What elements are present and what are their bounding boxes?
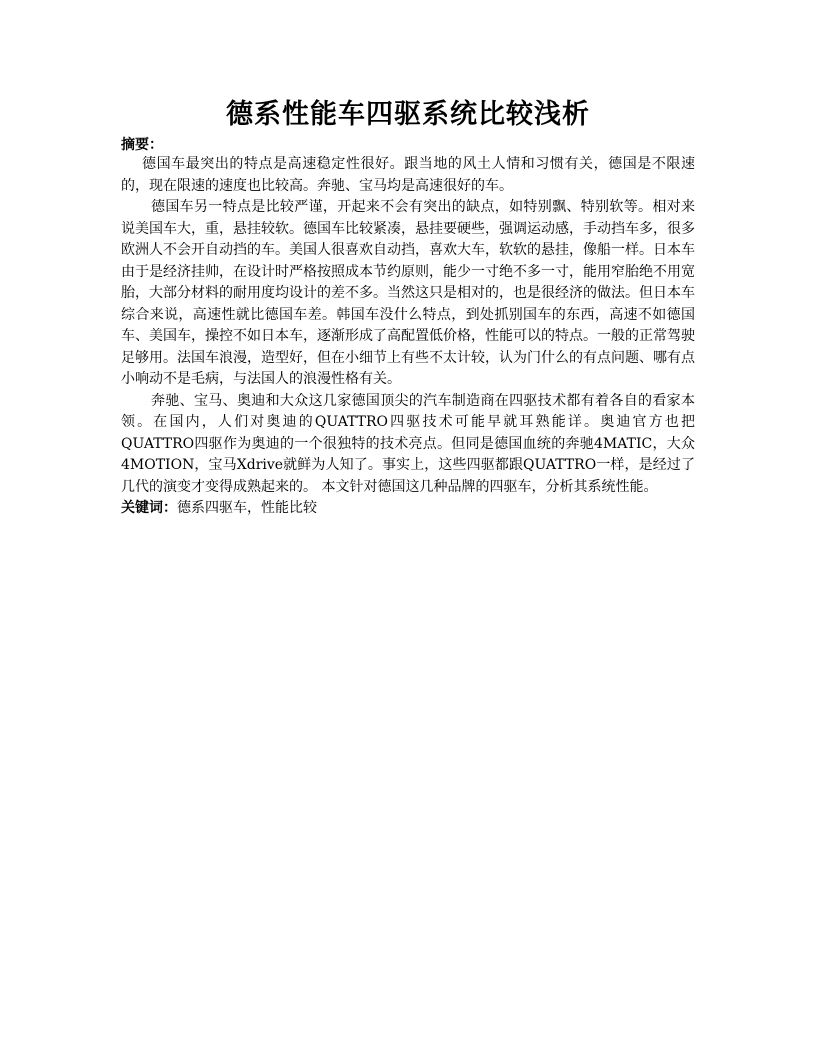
abstract-label: 摘要：: [121, 137, 163, 153]
document-title: 德系性能车四驱系统比较浅析: [226, 99, 590, 130]
abstract-paragraph-3: 奔驰、宝马、奥迪和大众这几家德国顶尖的汽车制造商在四驱技术都有着各自的看家本领。在国内，人们对奥迪的QUATTRO四驱技术可能早就耳熟能详。奥迪官方也把QUATTRO四驱作为奥迪的一个很独特的技术亮点。但同是德国血统的奔驰4MATIC，大众4MOTION，宝马Xdrive就鲜为人知了。事实上，这些四驱都跟QUATTRO一样，是经过了几代的演变才变得成熟起来的。 本文针对德国这几种品牌的四驱车，分析其系统性能。: [121, 392, 695, 495]
abstract-paragraph-1: 德国车最突出的特点是高速稳定性很好。跟当地的风土人情和习惯有关，德国是不限速的，现在限速的速度也比较高。奔驰、宝马均是高速很好的车。: [121, 156, 695, 194]
abstract-paragraph-2: 德国车另一特点是比较严谨，开起来不会有突出的缺点，如特别飘、特别软等。相对来说美国车大，重，悬挂较软。德国车比较紧凑，悬挂要硬些，强调运动感，手动挡车多，很多欧洲人不会开自动挡的车。美国人很喜欢自动挡，喜欢大车，软软的悬挂，像船一样。日本车由于是经济挂帅，在设计时严格按照成本节约原则，能少一寸绝不多一寸，能用窄胎绝不用宽胎，大部分材料的耐用度均设计的差不多。当然这只是相对的，也是很经济的做法。但日本车综合来说，高速性就比德国车差。韩国车没什么特点，到处抓别国车的东西，高速不如德国车、美国车，操控不如日本车，逐渐形成了高配置低价格，性能可以的特点。一般的正常驾驶足够用。法国车浪漫，造型好，但在小细节上有些不太计较，认为门什么的有点问题、哪有点小响动不是毛病，与法国人的浪漫性格有关。: [121, 199, 695, 387]
keywords-text: 德系四驱车，性能比较: [177, 500, 317, 516]
keywords-line: [121, 498, 695, 520]
keywords-label: 关键词：: [121, 500, 177, 516]
document-page: [121, 96, 695, 520]
